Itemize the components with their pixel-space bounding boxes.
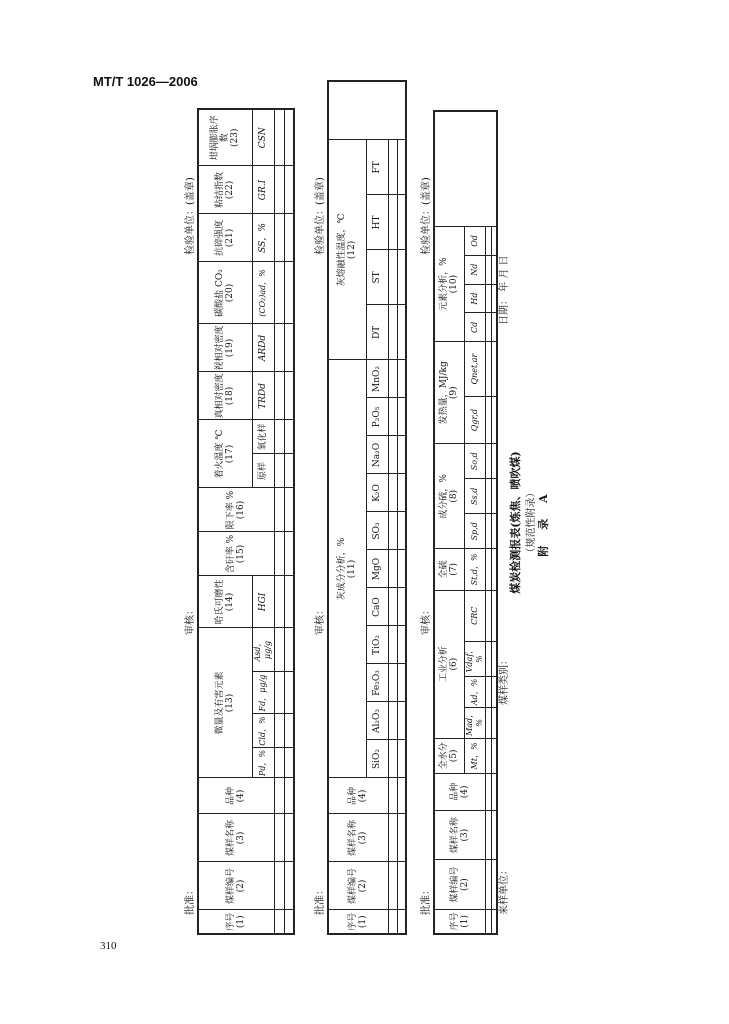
hgi-group-header: 哈氏可磨性 (14) [198, 576, 252, 628]
ard-group-header: 视相对密度 (19) [198, 324, 252, 372]
total-moisture-header: 全水分 (5) [434, 738, 464, 773]
data-cell[interactable] [274, 748, 284, 778]
data-cell[interactable] [274, 672, 284, 714]
trd-header: TRDd [252, 372, 274, 420]
csn-group-header: 坩埚膨胀序数 (23) [198, 109, 252, 166]
mt-header: Mt，% [464, 738, 485, 773]
ssd-header: Ss,d [464, 479, 485, 514]
data-cell[interactable] [388, 250, 397, 305]
col-variety-header: 品种 (4) [328, 778, 388, 814]
data-cell[interactable] [274, 214, 284, 262]
data-cell[interactable] [491, 255, 497, 284]
csn-header: CSN [252, 109, 274, 166]
data-cell[interactable] [397, 550, 406, 588]
calorific-header: 发热量，MJ/kg (9) [434, 342, 464, 444]
data-cell[interactable] [388, 588, 397, 626]
fd-header: Fd，μg/g [252, 672, 274, 714]
data-cell[interactable] [388, 305, 397, 360]
col-variety-header: 品种 (4) [198, 778, 274, 814]
data-cell[interactable] [274, 532, 284, 576]
data-cell[interactable] [274, 862, 284, 910]
proximate-header: 工业分析 (6) [434, 590, 464, 738]
data-cell[interactable] [388, 740, 397, 778]
data-cell[interactable] [284, 324, 294, 372]
col-variety-header: 品种 (4) [434, 773, 485, 810]
table-ash [327, 80, 407, 935]
data-cell[interactable] [397, 398, 406, 436]
data-cell[interactable] [274, 628, 284, 672]
col-sample-no-header: 煤样编号 (2) [198, 862, 274, 910]
data-cell[interactable] [284, 814, 294, 862]
sio2-header: SiO₂ [366, 740, 388, 778]
nd-header: Nd [464, 255, 485, 284]
co2-header: (CO₂)ad，% [252, 262, 274, 324]
data-cell[interactable] [388, 398, 397, 436]
appendix-note: （规范性附录） [526, 487, 537, 558]
total-sulfur-header: 全硫 (7) [434, 549, 464, 590]
data-cell[interactable] [284, 488, 294, 532]
approve-label-1: 批准： [421, 885, 432, 915]
oxidized-sample-header: 氧化样 [252, 420, 274, 454]
data-cell[interactable] [491, 479, 497, 514]
data-cell[interactable] [388, 195, 397, 250]
review-label-3: 审核： [185, 605, 196, 635]
so3-header: SO₃ [366, 512, 388, 550]
rotated-report [175, 110, 610, 935]
data-cell[interactable] [274, 488, 284, 532]
data-cell[interactable] [397, 862, 406, 910]
mgo-header: MgO [366, 550, 388, 588]
data-cell[interactable] [274, 262, 284, 324]
data-cell[interactable] [397, 626, 406, 664]
gri-header: GR.I [252, 166, 274, 214]
ss-group-header: 抗碎强度 (21) [198, 214, 252, 262]
data-cell[interactable] [388, 436, 397, 474]
data-cell[interactable] [284, 778, 294, 814]
data-cell[interactable] [491, 738, 497, 773]
data-cell[interactable] [491, 909, 497, 934]
col-sample-no-header: 煤样编号 (2) [434, 860, 485, 909]
inspect-label-3: 检验单位：(盖章) [185, 177, 196, 255]
data-cell[interactable] [397, 778, 406, 814]
sod-header: So,d [464, 444, 485, 479]
data-cell[interactable] [388, 862, 397, 910]
ard-header: ARDd [252, 324, 274, 372]
col-sample-no-header: 煤样编号 (2) [328, 862, 388, 910]
date-label: 日期： 年 月 日 [499, 255, 510, 325]
data-cell[interactable] [388, 550, 397, 588]
data-cell[interactable] [284, 532, 294, 576]
data-cell[interactable] [388, 360, 397, 398]
data-cell[interactable] [284, 214, 294, 262]
cao-header: CaO [366, 588, 388, 626]
data-cell[interactable] [397, 436, 406, 474]
data-cell[interactable] [397, 140, 406, 195]
col-seq-header: 序号 (1) [434, 909, 485, 934]
ft-header: FT [366, 140, 388, 195]
report-title: 煤炭检测报表(炼焦、喷吹煤) [509, 451, 522, 594]
coal-type-label: 煤样类别： [499, 655, 510, 705]
p2o5-header: P₂O₅ [366, 398, 388, 436]
gangue-header: 含矸率 % (15) [198, 532, 274, 576]
data-cell[interactable] [491, 707, 497, 738]
co2-group-header: 碳酸盐 CO₂ (20) [198, 262, 252, 324]
mno2-header: MnO₂ [366, 360, 388, 398]
approve-label-3: 批准： [185, 885, 196, 915]
ss-header: SS，% [252, 214, 274, 262]
std-header: St,d，% [464, 549, 485, 590]
hd-header: Hd [464, 284, 485, 313]
data-cell[interactable] [397, 740, 406, 778]
crc-header: CRC [464, 590, 485, 642]
table-proximate [433, 110, 498, 935]
data-cell[interactable] [397, 588, 406, 626]
review-label-1: 审核： [421, 605, 432, 635]
appendix-title: 附 录 A [537, 488, 550, 557]
data-cell[interactable] [397, 512, 406, 550]
data-cell[interactable] [388, 626, 397, 664]
data-cell[interactable] [491, 549, 497, 590]
ignition-header: 着火温度 ℃ (17) [198, 420, 252, 488]
data-cell[interactable] [284, 576, 294, 628]
inspect-label-1: 检验单位：(盖章) [421, 177, 432, 255]
data-cell[interactable] [284, 454, 294, 488]
al2o3-header: Al₂O₃ [366, 702, 388, 740]
spd-header: Sp,d [464, 514, 485, 549]
standard-code: MT/T 1026—2006 [93, 74, 198, 89]
data-cell[interactable] [388, 474, 397, 512]
data-cell[interactable] [491, 313, 497, 342]
data-cell[interactable] [491, 444, 497, 479]
k2o-header: K₂O [366, 474, 388, 512]
vdaf-header: Vdaf，% [464, 642, 485, 677]
data-cell[interactable] [397, 910, 406, 934]
data-cell[interactable] [284, 372, 294, 420]
data-cell[interactable] [491, 810, 497, 859]
fe2o3-header: Fe₂O₃ [366, 664, 388, 702]
asd-header: Asd，μg/g [252, 628, 274, 672]
data-cell[interactable] [491, 342, 497, 397]
data-cell[interactable] [388, 664, 397, 702]
page-number: 310 [100, 940, 117, 952]
qnetar-header: Qnet,ar [464, 342, 485, 397]
ash-composition-header: 灰成分分析，% (11) [328, 360, 366, 778]
data-cell[interactable] [274, 910, 284, 934]
col-seq-header: 序号 (1) [328, 910, 388, 934]
data-cell[interactable] [274, 454, 284, 488]
data-cell[interactable] [388, 140, 397, 195]
data-cell[interactable] [284, 109, 294, 166]
col-sample-name-header: 煤样名称 (3) [328, 814, 388, 862]
data-cell[interactable] [397, 250, 406, 305]
data-cell[interactable] [397, 305, 406, 360]
tio2-header: TiO₂ [366, 626, 388, 664]
sulfur-forms-header: 成分硫，% (8) [434, 444, 464, 549]
data-cell[interactable] [284, 862, 294, 910]
data-cell[interactable] [491, 773, 497, 810]
data-cell[interactable] [274, 714, 284, 748]
ash-fusion-header: 灰熔融性温度，℃ (12) [328, 140, 366, 360]
data-cell[interactable] [491, 642, 497, 677]
cd-header: Cd [464, 313, 485, 342]
mad-header: Mad，% [464, 707, 485, 738]
data-cell[interactable] [491, 514, 497, 549]
trace-elements-header: 微量及有害元素 (13) [198, 628, 252, 778]
data-cell[interactable] [388, 814, 397, 862]
data-cell[interactable] [397, 702, 406, 740]
od-header: Od [464, 226, 485, 255]
data-cell[interactable] [274, 778, 284, 814]
hgi-header: HGI [252, 576, 274, 628]
sender-label: 来样单位： [499, 865, 510, 915]
col-sample-name-header: 煤样名称 (3) [198, 814, 274, 862]
data-cell[interactable] [274, 109, 284, 166]
data-cell[interactable] [491, 860, 497, 909]
data-cell[interactable] [274, 420, 284, 454]
data-cell[interactable] [388, 778, 397, 814]
trd-group-header: 真相对密度 (18) [198, 372, 252, 420]
data-cell[interactable] [284, 714, 294, 748]
data-cell[interactable] [397, 664, 406, 702]
data-cell[interactable] [274, 372, 284, 420]
approve-label-2: 批准： [315, 885, 326, 915]
col-sample-name-header: 煤样名称 (3) [434, 810, 485, 859]
data-cell[interactable] [397, 474, 406, 512]
data-cell[interactable] [388, 702, 397, 740]
table-trace [197, 108, 295, 935]
ad-header: Ad，% [464, 677, 485, 708]
data-cell[interactable] [491, 396, 497, 443]
data-cell[interactable] [284, 420, 294, 454]
data-cell[interactable] [491, 284, 497, 313]
gri-group-header: 粘结指数 (22) [198, 166, 252, 214]
data-cell[interactable] [284, 910, 294, 934]
data-cell[interactable] [388, 910, 397, 934]
st-header: ST [366, 250, 388, 305]
pd-header: Pd，% [252, 748, 274, 778]
data-cell[interactable] [274, 576, 284, 628]
undersize-header: 限下率 % (16) [198, 488, 274, 532]
data-cell[interactable] [284, 262, 294, 324]
data-cell[interactable] [274, 814, 284, 862]
data-cell[interactable] [397, 814, 406, 862]
data-cell[interactable] [284, 748, 294, 778]
dt-header: DT [366, 305, 388, 360]
data-cell[interactable] [284, 166, 294, 214]
data-cell[interactable] [284, 672, 294, 714]
blank-area [328, 81, 406, 140]
blank-area [434, 111, 497, 226]
ht-header: HT [366, 195, 388, 250]
inspect-label-2: 检验单位：(盖章) [315, 177, 326, 255]
data-cell[interactable] [491, 677, 497, 708]
col-seq-header: 序号 (1) [198, 910, 274, 934]
data-cell[interactable] [388, 512, 397, 550]
review-label-2: 审核： [315, 605, 326, 635]
raw-sample-header: 原样 [252, 454, 274, 488]
cld-header: Cld，% [252, 714, 274, 748]
na2o-header: Na₂O [366, 436, 388, 474]
data-cell[interactable] [284, 628, 294, 672]
data-cell[interactable] [274, 166, 284, 214]
data-cell[interactable] [491, 226, 497, 255]
ultimate-header: 元素分析，% (10) [434, 226, 464, 341]
data-cell[interactable] [397, 360, 406, 398]
qgrd-header: Qgr,d [464, 396, 485, 443]
data-cell[interactable] [397, 195, 406, 250]
data-cell[interactable] [274, 324, 284, 372]
data-cell[interactable] [491, 590, 497, 642]
